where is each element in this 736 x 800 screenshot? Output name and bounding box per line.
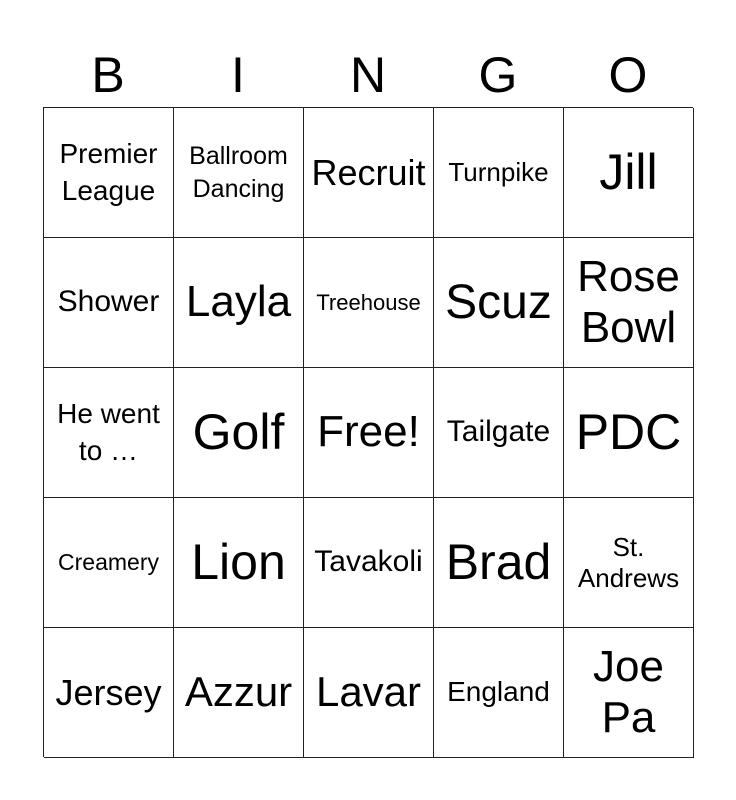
bingo-cell[interactable]: [44, 108, 174, 238]
cell-label: Lion: [191, 534, 286, 590]
bingo-cell[interactable]: [174, 238, 304, 368]
cell-label: Golf: [192, 404, 285, 460]
bingo-cell[interactable]: [564, 108, 694, 238]
header-letter-i: I: [231, 47, 245, 103]
cell-label: Lavar: [315, 668, 422, 716]
bingo-cell[interactable]: [434, 628, 564, 758]
bingo-header: [43, 44, 693, 106]
cell-label: Shower: [57, 285, 160, 319]
cell-label: England: [447, 676, 550, 708]
cell-label: He went to …: [57, 398, 160, 466]
bingo-cell[interactable]: [434, 368, 564, 498]
bingo-cell[interactable]: [434, 498, 564, 628]
header-letter-n: N: [349, 47, 387, 103]
bingo-cell[interactable]: [304, 108, 434, 238]
bingo-cell[interactable]: [304, 368, 434, 498]
cell-label: Premier League: [59, 138, 158, 206]
cell-label: Layla: [185, 277, 292, 327]
cell-label: Jersey: [55, 671, 162, 713]
cell-label: Brad: [445, 534, 552, 590]
cell-label: Treehouse: [316, 289, 421, 315]
cell-label: Free!: [317, 407, 420, 457]
cell-label: Creamery: [58, 548, 159, 575]
bingo-cell[interactable]: [174, 368, 304, 498]
bingo-cell[interactable]: [564, 238, 694, 368]
bingo-cell[interactable]: [434, 238, 564, 368]
bingo-cell[interactable]: [44, 368, 174, 498]
header-letter-o: O: [608, 47, 648, 103]
bingo-cell[interactable]: [564, 368, 694, 498]
cell-label: Joe Pa: [593, 641, 664, 742]
bingo-cell[interactable]: [174, 628, 304, 758]
bingo-cell[interactable]: [564, 498, 694, 628]
bingo-cell[interactable]: [174, 498, 304, 628]
bingo-cell[interactable]: [304, 628, 434, 758]
header-letter-g: G: [478, 47, 518, 103]
cell-label: St. Andrews: [577, 531, 680, 593]
bingo-cell[interactable]: [304, 238, 434, 368]
bingo-cell[interactable]: [44, 628, 174, 758]
cell-label: Rose Bowl: [577, 251, 680, 352]
cell-label: Tavakoli: [314, 545, 423, 579]
bingo-cell[interactable]: [174, 108, 304, 238]
cell-label: Scuz: [445, 275, 552, 329]
cell-label: Ballroom Dancing: [189, 142, 288, 203]
bingo-cell[interactable]: [564, 628, 694, 758]
bingo-cell[interactable]: [434, 108, 564, 238]
bingo-cell[interactable]: [304, 498, 434, 628]
cell-label: Recruit: [311, 151, 426, 193]
bingo-cell[interactable]: [44, 498, 174, 628]
header-letter-b: B: [91, 47, 125, 103]
cell-label: Jill: [599, 144, 658, 200]
bingo-card-grid: [43, 107, 693, 757]
cell-label: PDC: [575, 404, 682, 460]
bingo-cell[interactable]: [44, 238, 174, 368]
cell-label: Turnpike: [448, 157, 549, 188]
cell-label: Azzur: [184, 668, 293, 716]
cell-label: Tailgate: [446, 415, 551, 449]
